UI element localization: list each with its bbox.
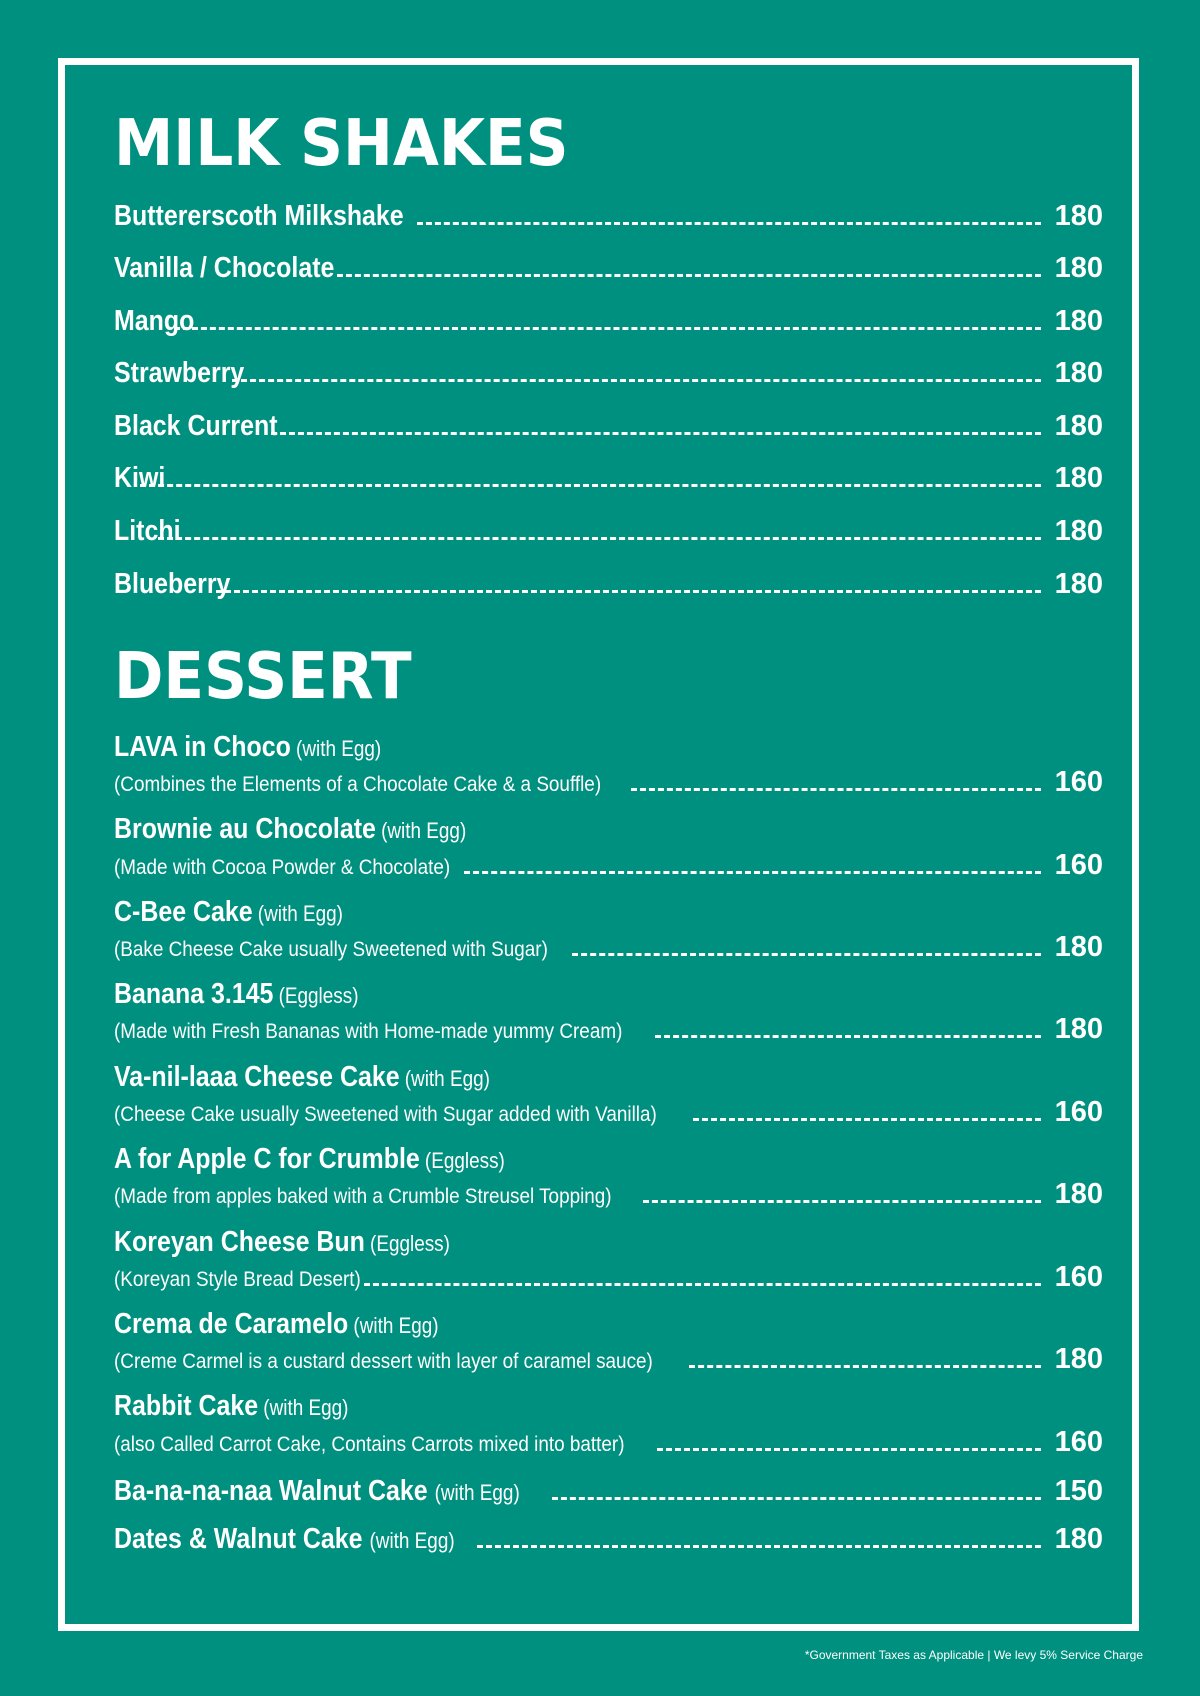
dessert-name: Crema de Caramelo: [114, 1308, 349, 1340]
item-price: 150: [1054, 1475, 1103, 1507]
dessert-name: Dates & Walnut Cake: [114, 1523, 363, 1555]
item-price: 160: [1054, 1096, 1103, 1128]
item-price: 180: [1054, 1013, 1103, 1045]
leader-dots: [464, 871, 1041, 874]
menu-item: [114, 1523, 1103, 1556]
dessert-name: Koreyan Cheese Bun: [114, 1226, 365, 1258]
item-price: 180: [1054, 931, 1103, 963]
item-price: 180: [1054, 1343, 1103, 1375]
leader-dots: [572, 953, 1041, 956]
leader-dots: [693, 1118, 1041, 1121]
dessert-desc: (Made from apples baked with a Crumble Streusel Topping): [114, 1185, 612, 1208]
dessert-desc-row: [114, 1261, 1103, 1294]
item-name: Kiwi: [114, 462, 166, 494]
dessert-title-line: [114, 813, 466, 846]
leader-dots: [216, 590, 1041, 593]
menu-item: [114, 357, 1103, 390]
dessert-name: Brownie au Chocolate: [114, 813, 376, 845]
leader-dots: [643, 1200, 1041, 1203]
dessert-desc-row: [114, 1343, 1103, 1376]
dessert-name: LAVA in Choco: [114, 731, 291, 763]
item-price: 160: [1054, 849, 1103, 881]
dessert-title-line: [114, 1226, 450, 1259]
leader-dots: [271, 432, 1041, 435]
item-price: 160: [1054, 1426, 1103, 1458]
dessert-desc-row: [114, 1178, 1103, 1211]
leader-dots: [158, 537, 1041, 540]
dessert-desc: (Combines the Elements of a Chocolate Cake & a Souffle): [114, 773, 602, 796]
item-name: Mango: [114, 305, 195, 337]
menu-item: [114, 462, 1103, 495]
dessert-title-line: [114, 1143, 505, 1176]
dessert-name: Ba-na-na-naa Walnut Cake: [114, 1475, 428, 1507]
dessert-name: Banana 3.145: [114, 978, 274, 1010]
item-price: 180: [1054, 515, 1103, 547]
menu-item: [114, 252, 1103, 285]
dessert-note: (with Egg): [404, 1066, 490, 1091]
item-name: [114, 1523, 455, 1556]
dessert-note: (with Egg): [353, 1313, 439, 1338]
dessert-desc-row: [114, 1096, 1103, 1129]
item-price: 180: [1054, 1178, 1103, 1210]
leader-dots: [232, 379, 1041, 382]
dessert-desc: (Bake Cheese Cake usually Sweetened with Sugar): [114, 938, 548, 961]
item-name: Strawberry: [114, 357, 245, 389]
dessert-note: (with Egg): [257, 901, 343, 926]
dessert-desc: (Koreyan Style Bread Desert): [114, 1268, 361, 1291]
dessert-name: Rabbit Cake: [114, 1390, 259, 1422]
dessert-title-line: [114, 731, 381, 764]
dessert-desc: (Made with Cocoa Powder & Chocolate): [114, 856, 451, 879]
item-name: Blueberry: [114, 568, 231, 600]
dessert-note: (Eggless): [424, 1148, 505, 1173]
dessert-note: (with Egg): [369, 1528, 455, 1553]
item-price: 180: [1054, 410, 1103, 442]
dessert-desc: (also Called Carrot Cake, Contains Carrots mixed into batter): [114, 1433, 625, 1456]
dessert-note: (Eggless): [370, 1231, 450, 1256]
menu-item: [114, 305, 1103, 338]
item-name: [114, 1475, 520, 1508]
item-name: Buttererscoth Milkshake: [114, 200, 404, 232]
leader-dots: [477, 1545, 1041, 1548]
menu-item: [114, 200, 1103, 233]
dessert-title-line: [114, 978, 359, 1011]
menu-item: [114, 410, 1103, 443]
item-name: Litchi: [114, 515, 181, 547]
item-name: Black Current: [114, 410, 278, 442]
leader-dots: [337, 274, 1041, 277]
dessert-name: Va-nil-laaa Cheese Cake: [114, 1061, 400, 1093]
leader-dots: [657, 1448, 1041, 1451]
dessert-desc-row: [114, 1426, 1103, 1459]
leader-dots: [364, 1283, 1041, 1286]
item-name: Vanilla / Chocolate: [114, 252, 335, 284]
dessert-note: (with Egg): [381, 818, 467, 843]
dessert-desc: (Creme Carmel is a custard dessert with layer of caramel sauce): [114, 1350, 653, 1373]
dessert-title: DESSERT: [114, 640, 412, 714]
leader-dots: [417, 222, 1041, 225]
item-price: 180: [1054, 568, 1103, 600]
dessert-desc-row: [114, 1013, 1103, 1046]
leader-dots: [552, 1497, 1041, 1500]
dessert-note: (with Egg): [263, 1395, 349, 1420]
dessert-note: (with Egg): [296, 736, 382, 761]
leader-dots: [689, 1365, 1041, 1368]
dessert-title-line: [114, 896, 343, 929]
dessert-name: C-Bee Cake: [114, 896, 253, 928]
menu-item: [114, 515, 1103, 548]
leader-dots: [631, 788, 1041, 791]
dessert-note: (Eggless): [278, 983, 359, 1008]
menu-item: [114, 1475, 1103, 1508]
item-price: 180: [1054, 200, 1103, 232]
menu-item: [114, 568, 1103, 601]
dessert-desc: (Made with Fresh Bananas with Home-made yummy Cream): [114, 1020, 623, 1043]
tax-footnote: *Government Taxes as Applicable | We levy 5% Service Charge: [804, 1648, 1143, 1662]
dessert-name: A for Apple C for Crumble: [114, 1143, 420, 1175]
item-price: 180: [1054, 305, 1103, 337]
dessert-title-line: [114, 1390, 348, 1423]
dessert-title-line: [114, 1061, 490, 1094]
item-price: 180: [1054, 462, 1103, 494]
item-price: 160: [1054, 1261, 1103, 1293]
dessert-note: (with Egg): [434, 1480, 520, 1505]
dessert-desc-row: [114, 931, 1103, 964]
dessert-desc-row: [114, 849, 1103, 882]
leader-dots: [140, 484, 1041, 487]
leader-dots: [655, 1035, 1041, 1038]
item-price: 180: [1054, 252, 1103, 284]
item-price: 180: [1054, 357, 1103, 389]
item-price: 160: [1054, 766, 1103, 798]
dessert-desc-row: [114, 766, 1103, 799]
milk-shakes-title: MILK SHAKES: [114, 107, 569, 181]
leader-dots: [174, 327, 1041, 330]
item-price: 180: [1054, 1523, 1103, 1555]
dessert-title-line: [114, 1308, 439, 1341]
dessert-desc: (Cheese Cake usually Sweetened with Sugar added with Vanilla): [114, 1103, 657, 1126]
